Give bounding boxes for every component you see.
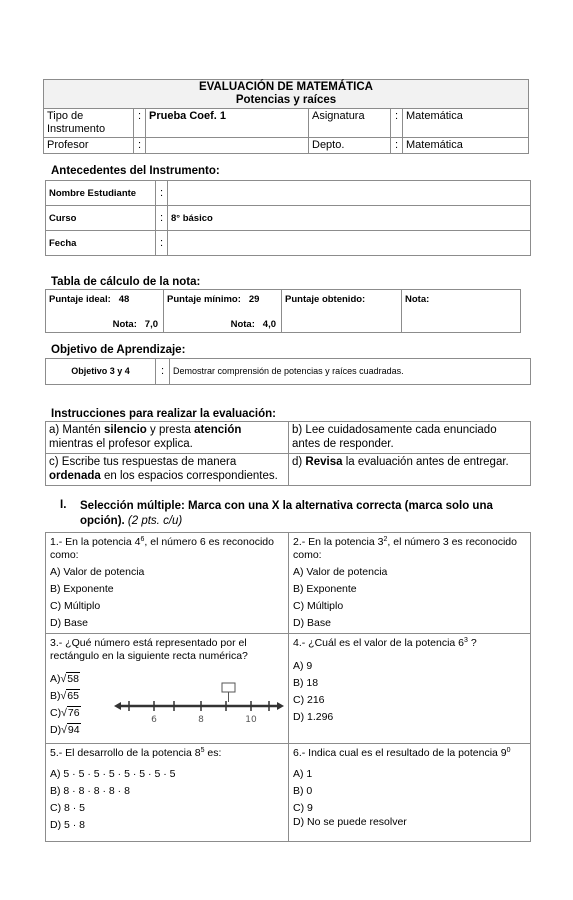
question-text: es:	[204, 747, 222, 759]
option-letter: B)	[50, 690, 61, 702]
puntaje-ideal-cell	[46, 290, 164, 333]
option-a[interactable]: A) Valor de potencia	[293, 566, 388, 578]
instruccion-c-text: en los espacios correspondientes.	[100, 470, 278, 482]
instruccion-b: b) Lee cuidadosamente cada enunciado antes de responder.	[289, 422, 531, 454]
radicand: 94	[67, 724, 80, 736]
objetivo-text: Demostrar comprensión de potencias y raíces cuadradas.	[173, 366, 404, 376]
option-a[interactable]: A) 1	[293, 768, 313, 780]
instrucciones-table	[45, 421, 531, 486]
instruccion-a-text: mientras el profesor explica.	[49, 438, 193, 450]
tipo-value: Prueba Coef. 1	[146, 109, 309, 138]
objetivo-table	[45, 358, 531, 385]
option-b[interactable]: B) 0	[293, 785, 313, 797]
nota-minima-value: 4,0	[262, 319, 276, 330]
seccion-title: Selección múltiple: Marca con una X la alternativa correcta (marca solo una opción).	[80, 500, 493, 527]
instruccion-d-text: la evaluación antes de entregar.	[342, 456, 509, 468]
question-text: 4.- ¿Cuál es el valor de la potencia 6	[293, 637, 465, 649]
instruccion-d	[289, 454, 531, 486]
question-text: 1.- En la potencia 4	[50, 536, 141, 548]
exponent: 0	[506, 747, 511, 754]
nombre-label: Nombre Estudiante	[46, 181, 156, 206]
tick-label: 8	[198, 715, 204, 725]
option-d[interactable]: D) Base	[293, 617, 331, 629]
question-text: ?	[467, 637, 477, 649]
exponent: 2	[383, 536, 388, 543]
option-d[interactable]	[50, 724, 110, 737]
question-1	[46, 533, 289, 634]
seccion-heading	[80, 499, 520, 529]
option-b[interactable]: B) 18	[293, 677, 319, 689]
profesor-label: Profesor	[44, 138, 134, 154]
option-c[interactable]: C) 216	[293, 694, 325, 706]
exponent: 6	[140, 536, 145, 543]
question-3-text: 3.- ¿Qué número está representado por el rectángulo en la siguiente recta numérica?	[50, 637, 248, 662]
option-c[interactable]: C) 9	[293, 802, 313, 814]
curso-label: Curso	[46, 206, 156, 231]
puntaje-obtenido-label: Puntaje obtenido:	[285, 294, 366, 305]
question-text: 5.- El desarrollo de la potencia 8	[50, 747, 201, 759]
depto-label: Depto.	[309, 138, 391, 154]
nota-ideal-value: 7,0	[144, 319, 158, 330]
radicand: 65	[67, 690, 79, 702]
calculo-title: Tabla de cálculo de la nota:	[51, 276, 201, 288]
question-text: 6.- Indica cual es el resultado de la potencia 9	[293, 747, 507, 759]
option-d[interactable]: D) No se puede resolver	[293, 816, 407, 828]
option-b[interactable]: B) Exponente	[50, 583, 114, 595]
instruccion-a-text: y presta	[146, 424, 195, 436]
instruccion-c	[46, 454, 289, 486]
question-text: , el número 3 es reconocido como:	[293, 536, 517, 561]
antecedentes-title: Antecedentes del Instrumento:	[51, 165, 220, 177]
option-b[interactable]	[50, 690, 110, 703]
sqrt-icon: √58	[60, 673, 79, 685]
radicand: 58	[67, 673, 79, 685]
instruccion-a-text: a) Mantén	[49, 424, 104, 436]
colon: :	[391, 109, 403, 138]
instruccion-a-bold: silencio	[103, 424, 147, 436]
puntaje-ideal-value: 48	[118, 294, 130, 305]
fecha-label: Fecha	[46, 231, 156, 256]
question-5-text	[50, 747, 284, 760]
question-1-text	[50, 536, 284, 562]
nota-cell[interactable]	[402, 290, 521, 333]
instruccion-d-bold: Revisa	[305, 456, 343, 468]
option-c[interactable]	[50, 707, 110, 720]
colon: :	[156, 181, 168, 206]
option-d[interactable]: D) 1.296	[293, 711, 334, 723]
question-6	[289, 744, 531, 842]
puntaje-obtenido-cell[interactable]	[282, 290, 402, 333]
sqrt-icon: √65	[60, 690, 79, 702]
calculo-table	[45, 289, 521, 333]
colon: :	[156, 359, 170, 385]
sqrt-icon: √94	[61, 724, 80, 736]
nota-minima-label: Nota:	[230, 319, 255, 330]
option-a[interactable]	[50, 673, 110, 686]
option-c[interactable]: C) 8 · 5	[50, 802, 86, 814]
objetivo-title: Objetivo de Aprendizaje:	[51, 344, 186, 356]
option-c[interactable]: C) Múltiplo	[50, 600, 101, 612]
radicand: 76	[67, 707, 80, 719]
instrucciones-title: Instrucciones para realizar la evaluación:	[51, 408, 276, 420]
arrow-left-icon	[114, 702, 121, 710]
option-a[interactable]: A) 5 · 5 · 5 · 5 · 5 · 5 · 5 · 5	[50, 768, 176, 780]
puntaje-minimo-value: 29	[248, 294, 260, 305]
nota-ideal-label: Nota:	[112, 319, 137, 330]
seccion-points: (2 pts. c/u)	[127, 515, 183, 527]
question-text: 2.- En la potencia 3	[293, 536, 384, 548]
instruccion-d-text: d)	[292, 456, 306, 468]
tick-label: 10	[245, 715, 257, 725]
seccion-numeral: I.	[60, 499, 67, 511]
colon: :	[134, 138, 146, 154]
instruccion-a	[46, 422, 289, 454]
option-b[interactable]: B) Exponente	[293, 583, 357, 595]
tick-label: 6	[151, 715, 157, 725]
puntaje-minimo-cell	[164, 290, 282, 333]
option-d[interactable]: D) Base	[50, 617, 88, 629]
number-line-diagram	[114, 676, 284, 726]
instruccion-a-bold: atención	[194, 424, 242, 436]
colon: :	[156, 206, 168, 231]
colon: :	[156, 231, 168, 256]
objetivo-label: Objetivo 3 y 4	[71, 366, 130, 376]
header-title: EVALUACIÓN DE MATEMÁTICA	[199, 81, 373, 93]
option-letter: A)	[50, 673, 61, 685]
question-text: , el número 6 es reconocido como:	[50, 536, 274, 561]
sqrt-icon: √76	[61, 707, 80, 719]
asignatura-label: Asignatura	[309, 109, 391, 138]
header-table	[43, 79, 529, 154]
option-c[interactable]: C) Múltiplo	[293, 600, 344, 612]
header-subtitle: Potencias y raíces	[235, 94, 337, 106]
puntaje-ideal-label: Puntaje ideal:	[49, 294, 111, 305]
question-5	[46, 744, 289, 842]
profesor-value[interactable]	[146, 138, 309, 154]
nombre-value[interactable]	[168, 181, 531, 206]
question-4	[289, 634, 531, 744]
puntaje-minimo-label: Puntaje mínimo:	[167, 294, 241, 305]
exponent: 5	[200, 747, 205, 754]
option-b[interactable]: B) 8 · 8 · 8 · 8 · 8	[50, 785, 130, 797]
instruccion-c-text: c) Escribe tus respuestas de manera	[49, 456, 237, 468]
header-title-cell	[44, 80, 529, 109]
curso-value: 8° básico	[168, 206, 531, 231]
nota-label: Nota:	[405, 294, 430, 305]
fecha-value[interactable]	[168, 231, 531, 256]
asignatura-value: Matemática	[403, 109, 529, 138]
option-d[interactable]: D) 5 · 8	[50, 819, 86, 831]
option-letter: D)	[50, 724, 62, 736]
antecedentes-table	[45, 180, 531, 256]
question-2	[289, 533, 531, 634]
instruccion-c-bold: ordenada	[49, 470, 101, 482]
depto-value: Matemática	[403, 138, 529, 154]
colon: :	[391, 138, 403, 154]
question-4-text	[293, 637, 526, 650]
tipo-label: Tipo de Instrumento	[44, 109, 134, 138]
unknown-value-rectangle	[222, 683, 235, 692]
arrow-right-icon	[277, 702, 284, 710]
question-2-text	[293, 536, 526, 562]
colon: :	[134, 109, 146, 138]
question-6-text	[293, 747, 526, 760]
exponent: 3	[464, 637, 468, 644]
questions-table	[45, 532, 531, 842]
question-3	[46, 634, 289, 744]
option-a[interactable]: A) 9	[293, 660, 313, 672]
option-letter: C)	[50, 707, 62, 719]
option-a[interactable]: A) Valor de potencia	[50, 566, 145, 578]
